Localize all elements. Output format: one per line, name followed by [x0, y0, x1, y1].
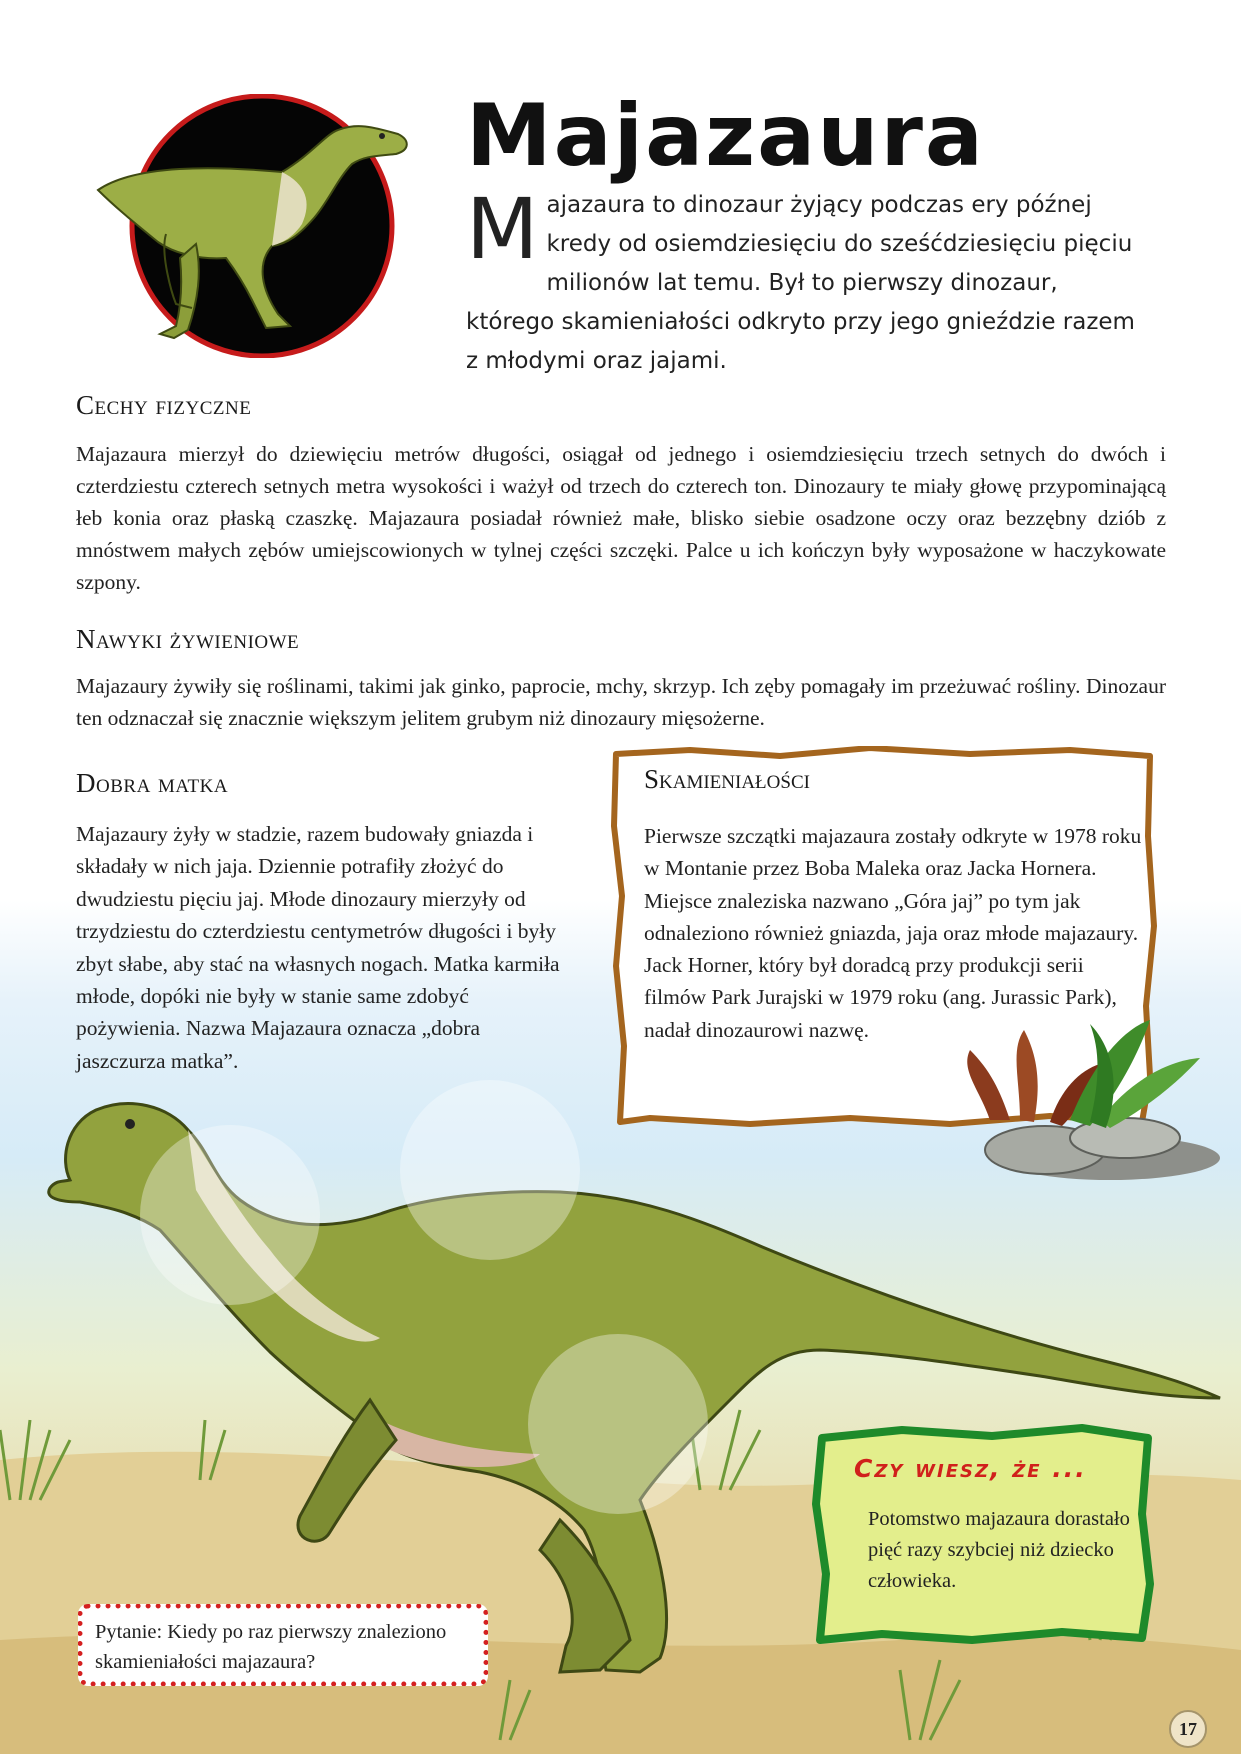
mother-heading: Dobra matka [76, 768, 229, 798]
question-box [78, 1604, 488, 1686]
intro-paragraph [466, 180, 1146, 381]
diet-heading: Nawyki żywieniowe [76, 624, 300, 654]
did-you-know-heading: Czy wiesz, że ... [854, 1454, 1087, 1483]
mother-text: Majazaury żyły w stadzie, razem budowały gniazda i składały w nich jaja. Dziennie potrafiły złożyć do dwudziestu pięciu jaj. Młode dinozaury mierzyły od trzydziestu do czterdziestu centymetrów długości i były zbyt słabe, aby stać na własnych nogach. Matka karmiła młode, dopóki nie były w stanie same zdobyć pożywienia. Nazwa Majazaura oznacza „dobra jaszczurza matka”. [76, 822, 560, 1073]
physical-heading: Cechy fizyczne [76, 390, 252, 420]
page-title: Majazaura [466, 86, 985, 186]
dinosaur-portrait [76, 94, 440, 358]
did-you-know-text: Potomstwo majazaura dorastało pięć razy szybciej niż dziecko człowieka. [868, 1508, 1130, 1592]
fossils-heading: Skamieniałości [644, 764, 810, 794]
did-you-know-box [812, 1424, 1155, 1646]
drop-cap: M [466, 180, 539, 278]
question-text: Pytanie: Kiedy po raz pierwszy znaleziono skamieniałości majazaura? [95, 1621, 447, 1673]
physical-text: Majazaura mierzył do dziewięciu metrów długości, osiągał od jednego i osiemdziesięciu trzech setnych do dwóch i czterdziestu czterech setnych metra wysokości i ważył od trzech do czterech ton. Dinozaury te miały głowę przypominającą łeb konia oraz płaską czaszkę. Majazaura posiadał również małe, blisko siebie osadzone oczy oraz bezzębny dziób z mnóstwem małych zębów umiejscowionych w tylnej części szczęki. Palce u ich kończyn były wyposażone w haczykowate szpony. [76, 442, 1166, 594]
fossils-text: Pierwsze szczątki majazaura zostały odkryte w 1978 roku w Montanie przez Boba Maleka oraz Jacka Hornera. Miejsce znaleziska nazwano „Góra jaj” po tym jak odnaleziono również gniazda, jaja oraz młode majazaury. Jack Horner, który był doradcą przy produkcji serii filmów Park Jurajski w 1979 roku (ang. Jurassic Park), nadał dinozaurowi nazwę. [644, 824, 1142, 1042]
intro-text: ajazaura to dinozaur żyjący podczas ery późnej kredy od osiemdziesięciu do sześćdziesięciu pięciu milionów lat temu. Był to pierwszy dinozaur, którego skamieniałości odkryto przy jego gnieździe razem z młodymi oraz jajami. [466, 192, 1135, 374]
diet-text: Majazaury żywiły się roślinami, takimi jak ginko, paprocie, mchy, skrzyp. Ich zęby pomagały im przeżuwać rośliny. Dinozaur ten odznaczał się znacznie większym jelitem grubym niż dinozaury mięsożerne. [76, 674, 1166, 730]
page-number: 17 [1169, 1710, 1207, 1748]
